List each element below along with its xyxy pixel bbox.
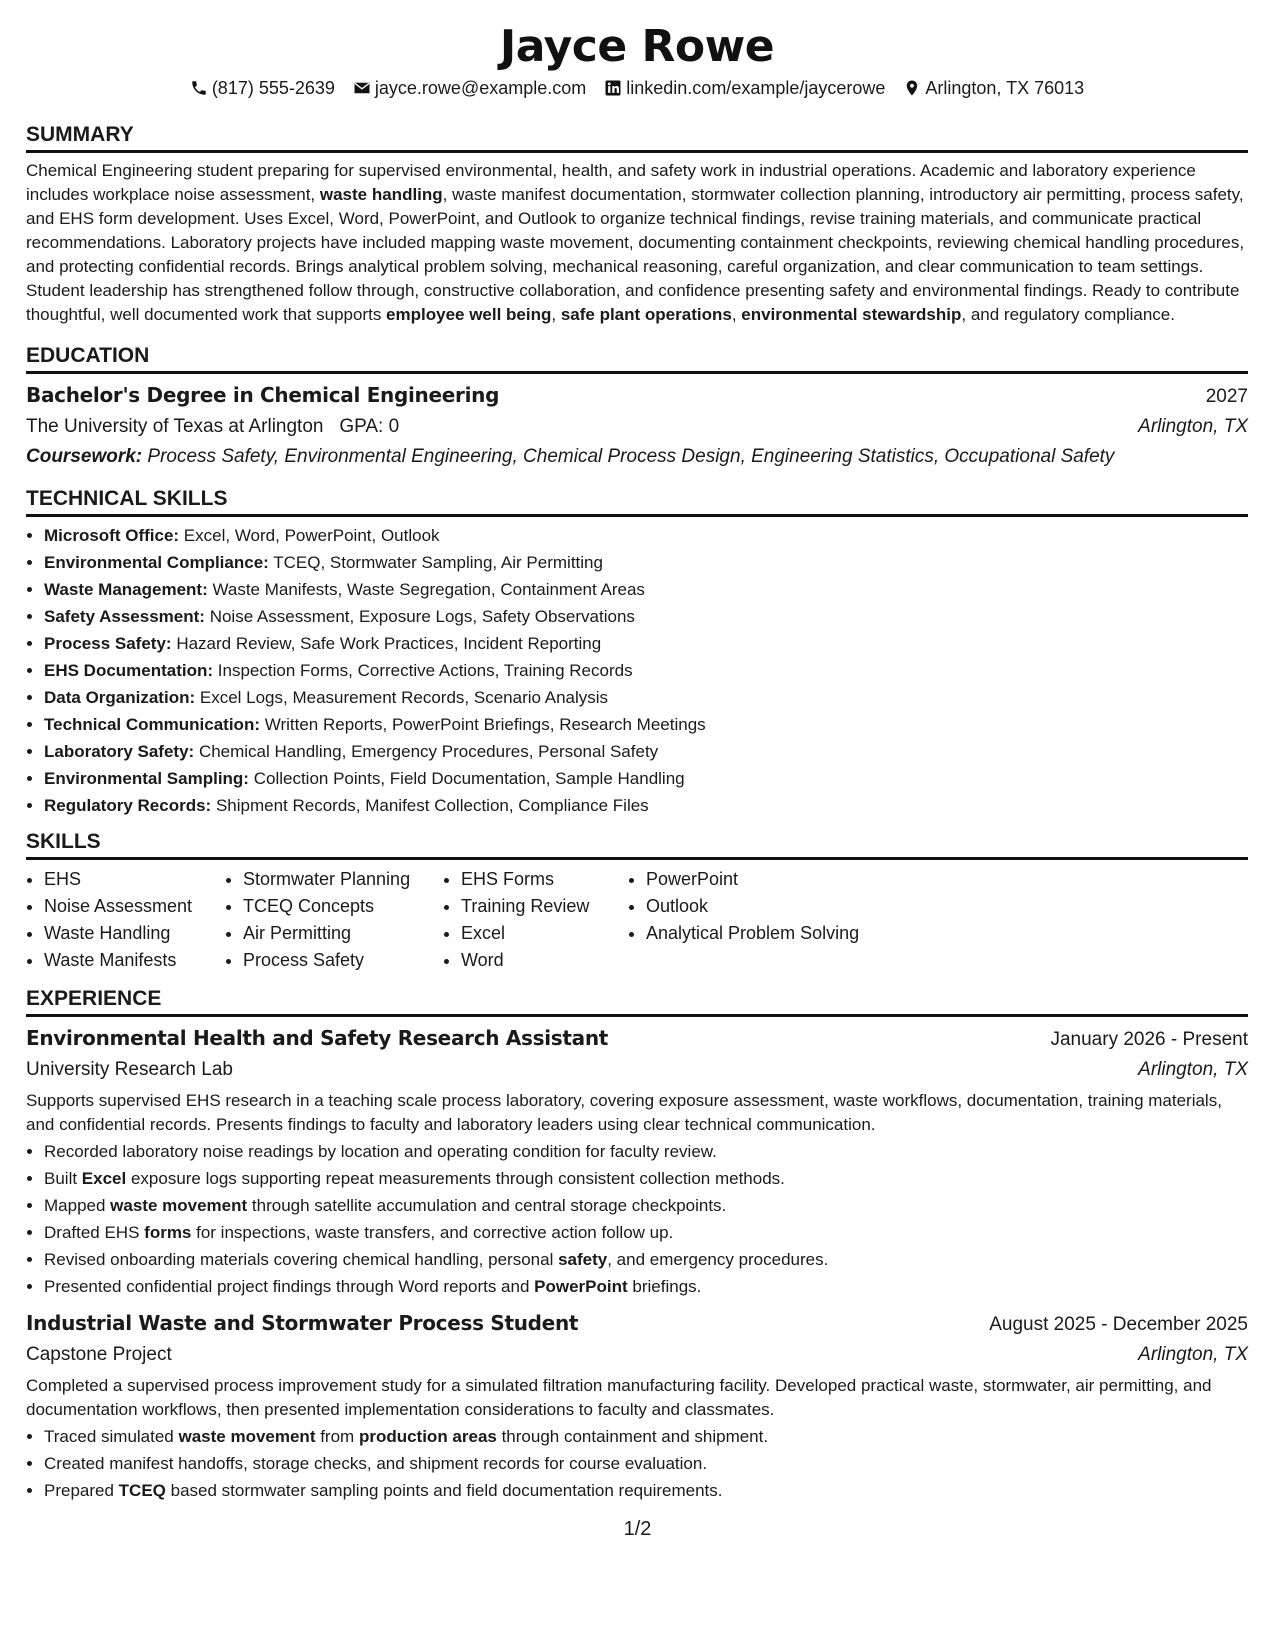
list-item xyxy=(44,630,1248,657)
skill-values: Shipment Records, Manifest Collection, Compliance Files xyxy=(215,796,649,815)
list-item xyxy=(44,711,1248,738)
skill-values: Chemical Handling, Emergency Procedures, Personal Safety xyxy=(198,742,659,761)
bold-text: environmental stewardship xyxy=(741,305,962,324)
list-item xyxy=(44,657,1248,684)
list-item: • EHS Forms xyxy=(461,866,628,893)
job-location: Arlington, TX xyxy=(1138,1059,1248,1080)
skills-column xyxy=(26,866,225,974)
skill-category: Laboratory Safety: xyxy=(44,742,195,761)
linkedin-icon xyxy=(604,79,622,97)
gpa: GPA: 0 xyxy=(339,416,400,437)
list-item: • Training Review xyxy=(461,893,628,920)
resume-page xyxy=(26,20,1248,1504)
list-item: • Waste Handling xyxy=(44,920,225,947)
text-run: Built xyxy=(44,1169,82,1188)
skills-grid xyxy=(26,866,1248,974)
list-item xyxy=(44,1273,1248,1300)
list-item: • Word xyxy=(461,947,628,974)
candidate-name: Jayce Rowe xyxy=(499,21,775,72)
school-line xyxy=(26,412,399,442)
coursework-label: Coursework: xyxy=(26,446,143,467)
technical-skills-list xyxy=(26,522,1248,819)
bold-text: production areas xyxy=(358,1427,497,1446)
text-run: for inspections, waste transfers, and corrective action follow up. xyxy=(191,1223,674,1242)
skill-category: Technical Communication: xyxy=(44,715,260,734)
skill-category: EHS Documentation: xyxy=(44,661,214,680)
text-run: Recorded laboratory noise readings by location and operating condition for faculty review. xyxy=(44,1142,717,1161)
list-item: • Outlook xyxy=(646,893,906,920)
list-item xyxy=(44,603,1248,630)
text-run: based stormwater sampling points and field documentation requirements. xyxy=(165,1481,723,1500)
envelope-icon xyxy=(353,79,371,97)
job-org-row xyxy=(26,1340,1248,1370)
bold-text: waste movement xyxy=(110,1196,248,1215)
text-run: Drafted EHS xyxy=(44,1223,145,1242)
linkedin-text[interactable]: linkedin.com/example/jaycerowe xyxy=(626,78,886,98)
contact-linkedin[interactable] xyxy=(604,76,885,100)
skill-category: Waste Management: xyxy=(44,580,208,599)
list-item: • Stormwater Planning xyxy=(243,866,443,893)
skill-values: Waste Manifests, Waste Segregation, Containment Areas xyxy=(212,580,645,599)
section-title-technical-skills: TECHNICAL SKILLS xyxy=(26,486,1248,517)
skill-values: Collection Points, Field Documentation, Sample Handling xyxy=(253,769,685,788)
bold-text: waste handling xyxy=(319,185,443,204)
bold-text: waste movement xyxy=(178,1427,316,1446)
experience-section xyxy=(26,986,1248,1504)
email-text[interactable]: jayce.rowe@example.com xyxy=(374,78,587,98)
list-item xyxy=(44,1246,1248,1273)
list-item: • TCEQ Concepts xyxy=(243,893,443,920)
text-run: , xyxy=(731,305,742,324)
school-name: The University of Texas at Arlington xyxy=(26,416,324,437)
summary-paragraph xyxy=(26,159,1248,327)
job-organization: University Research Lab xyxy=(26,1059,233,1080)
job-title: Environmental Health and Safety Research Assistant xyxy=(26,1026,609,1050)
bold-text: forms xyxy=(144,1223,192,1242)
list-item xyxy=(44,738,1248,765)
list-item xyxy=(44,1192,1248,1219)
text-run: through containment and shipment. xyxy=(496,1427,769,1446)
job-dates: August 2025 - December 2025 xyxy=(989,1314,1248,1335)
list-item xyxy=(44,1423,1248,1450)
bold-text: safety xyxy=(558,1250,608,1269)
job-bullets xyxy=(26,1138,1248,1300)
bold-text: PowerPoint xyxy=(534,1277,628,1296)
school-location: Arlington, TX xyxy=(1138,416,1248,437)
skill-category: Regulatory Records: xyxy=(44,796,212,815)
job-org-row xyxy=(26,1055,1248,1085)
list-item: • Noise Assessment xyxy=(44,893,225,920)
text-run: Created manifest handoffs, storage checks, and shipment records for course evaluation. xyxy=(44,1454,708,1473)
skill-category: Data Organization: xyxy=(44,688,196,707)
skills-section xyxy=(26,829,1248,974)
contact-bar xyxy=(26,76,1248,100)
list-item xyxy=(44,684,1248,711)
text-run: , xyxy=(551,305,561,324)
location-text: Arlington, TX 76013 xyxy=(925,78,1085,98)
text-run: exposure logs supporting repeat measurements through consistent collection methods. xyxy=(126,1169,785,1188)
skill-values: Excel, Word, PowerPoint, Outlook xyxy=(183,526,440,545)
job-bullets xyxy=(26,1423,1248,1504)
degree-title: Bachelor's Degree in Chemical Engineering xyxy=(26,383,500,407)
text-run: , waste manifest documentation, stormwater collection planning, introductory air permitting, process safety, and EHS form development. Uses Excel, Word, PowerPoint, and Outlook to organize technical findings, revise training materials, and communicate practical recommendations. Laboratory projects have included mapping waste movement, documenting containment checkpoints, reviewing chemical handling procedures, and protecting confidential records. Brings analytical problem solving, mechanical reasoning, careful organization, and clear communication to team settings. Student leadership has strengthened follow through, constructive collaboration, and confidence presenting safety and environmental findings. Ready to contribute thoughtful, well documented work that supports xyxy=(26,185,1245,324)
text-run: Presented confidential project findings through Word reports and xyxy=(44,1277,535,1296)
list-item xyxy=(44,1165,1248,1192)
skills-column xyxy=(628,866,906,974)
skill-category: Process Safety: xyxy=(44,634,172,653)
skill-category: Environmental Sampling: xyxy=(44,769,249,788)
summary-section xyxy=(26,122,1248,327)
technical-skills-section xyxy=(26,486,1248,819)
list-item xyxy=(44,1138,1248,1165)
phone-icon xyxy=(190,79,208,97)
text-run: Prepared xyxy=(44,1481,119,1500)
text-run: , and emergency procedures. xyxy=(607,1250,829,1269)
job-header-row xyxy=(26,1308,1248,1340)
list-item: • Analytical Problem Solving xyxy=(646,920,906,947)
text-run: briefings. xyxy=(627,1277,702,1296)
skill-values: Hazard Review, Safe Work Practices, Incident Reporting xyxy=(176,634,602,653)
skills-column xyxy=(225,866,443,974)
text-run: , and regulatory compliance. xyxy=(961,305,1175,324)
text-run: Traced simulated xyxy=(44,1427,179,1446)
education-header-row xyxy=(26,380,1248,412)
page-number: 1/2 xyxy=(623,1518,652,1540)
bold-text: TCEQ xyxy=(118,1481,166,1500)
text-run: from xyxy=(315,1427,359,1446)
skill-values: Inspection Forms, Corrective Actions, Training Records xyxy=(217,661,633,680)
section-title-summary: SUMMARY xyxy=(26,122,1248,153)
graduation-year: 2027 xyxy=(1205,386,1248,407)
list-item xyxy=(44,549,1248,576)
skill-category: Microsoft Office: xyxy=(44,526,180,545)
list-item: • Air Permitting xyxy=(243,920,443,947)
list-item xyxy=(44,1477,1248,1504)
job-dates: January 2026 - Present xyxy=(1050,1029,1248,1050)
coursework-list: Process Safety, Environmental Engineering, Chemical Process Design, Engineering Statistics, Occupational Safety xyxy=(147,446,1115,467)
job-description: Supports supervised EHS research in a teaching scale process laboratory, covering exposure assessment, waste workflows, documentation, training materials, and confidential records. Presents findings to faculty and laboratory leaders using clear technical communication. xyxy=(26,1091,1222,1134)
skill-values: Noise Assessment, Exposure Logs, Safety Observations xyxy=(209,607,635,626)
map-pin-icon xyxy=(903,79,921,97)
list-item xyxy=(44,1219,1248,1246)
contact-email[interactable] xyxy=(353,76,586,100)
bold-text: employee well being xyxy=(386,305,552,324)
skill-values: Written Reports, PowerPoint Briefings, Research Meetings xyxy=(264,715,706,734)
list-item xyxy=(44,576,1248,603)
experience-entry xyxy=(26,1023,1248,1300)
text-run: Mapped xyxy=(44,1196,111,1215)
list-item: • EHS xyxy=(44,866,225,893)
section-title-education: EDUCATION xyxy=(26,343,1248,374)
list-item xyxy=(44,765,1248,792)
list-item: • Process Safety xyxy=(243,947,443,974)
list-item: • Waste Manifests xyxy=(44,947,225,974)
contact-phone xyxy=(190,76,335,100)
skills-column xyxy=(443,866,628,974)
text-run: Revised onboarding materials covering chemical handling, personal xyxy=(44,1250,559,1269)
text-run: Chemical Engineering student preparing for supervised environmental, health, and safety work in industrial operations. Academic and laboratory experience includes workplace noise assessment, xyxy=(26,161,1196,204)
skill-category: Environmental Compliance: xyxy=(44,553,269,572)
job-header-row xyxy=(26,1023,1248,1055)
job-organization: Capstone Project xyxy=(26,1344,172,1365)
experience-entry xyxy=(26,1308,1248,1504)
section-title-skills: SKILLS xyxy=(26,829,1248,860)
list-item: • Excel xyxy=(461,920,628,947)
section-title-experience: EXPERIENCE xyxy=(26,986,1248,1017)
education-section xyxy=(26,343,1248,472)
text-run: through satellite accumulation and central storage checkpoints. xyxy=(247,1196,727,1215)
coursework-line xyxy=(26,442,1248,472)
job-location: Arlington, TX xyxy=(1138,1344,1248,1365)
job-description: Completed a supervised process improvement study for a simulated filtration manufacturing facility. Developed practical waste, stormwater, air permitting, and documentation workflows, then presented implementation considerations to faculty and classmates. xyxy=(26,1376,1212,1419)
job-title: Industrial Waste and Stormwater Process Student xyxy=(26,1311,579,1335)
education-school-row xyxy=(26,412,1248,442)
list-item: • PowerPoint xyxy=(646,866,906,893)
list-item xyxy=(44,522,1248,549)
list-item xyxy=(44,792,1248,819)
skill-values: Excel Logs, Measurement Records, Scenario Analysis xyxy=(199,688,609,707)
bold-text: safe plant operations xyxy=(560,305,732,324)
skill-category: Safety Assessment: xyxy=(44,607,205,626)
list-item xyxy=(44,1450,1248,1477)
phone-text: (817) 555-2639 xyxy=(211,78,335,98)
bold-text: Excel xyxy=(81,1169,127,1188)
contact-location xyxy=(903,76,1084,100)
skill-values: TCEQ, Stormwater Sampling, Air Permitting xyxy=(273,553,603,572)
